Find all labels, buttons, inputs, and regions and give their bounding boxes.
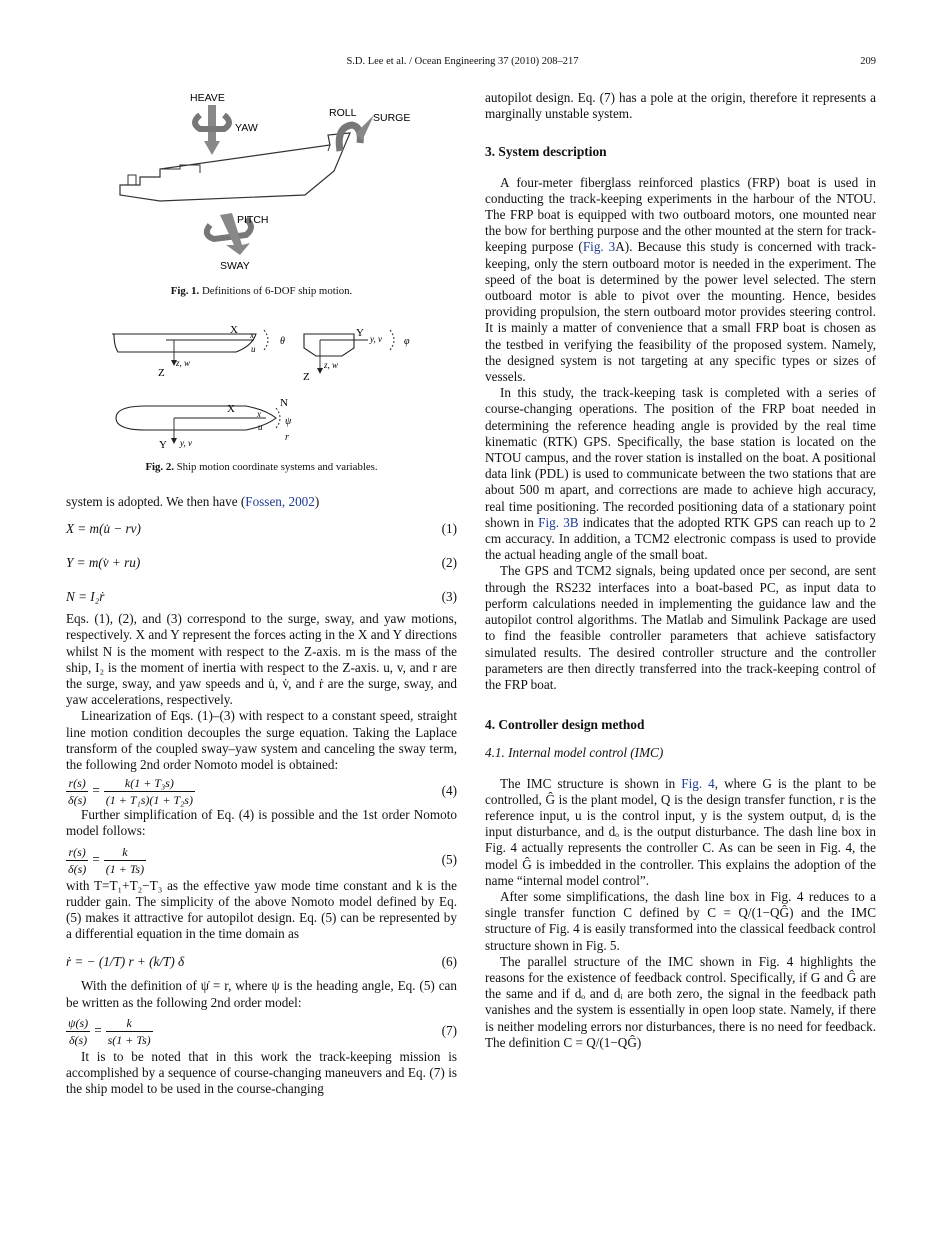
label-r-top: r (285, 432, 289, 443)
paragraph-simplifications: After some simplifications, the dash line box in Fig. 4 reduces to a single transfer function C defined by C = Q/(1−QĜ) and the IMC structure of Fig. 4 is easily transformed into the classical feedback control structure shown in Fig. 5. (485, 888, 876, 953)
equation-2: Y = m(v̇ + ru) (2) (66, 555, 457, 571)
label-yaw: YAW (235, 122, 258, 134)
label-zw-side: z, w (176, 358, 191, 368)
paragraph-track-keeping: It is to be noted that in this work the track-keeping mission is accomplished by a sequence of course-changing maneuvers and Eq. (7) is the ship model to be used in the course-changing (66, 1048, 457, 1097)
page-number: 209 (860, 56, 876, 67)
label-sway: SWAY (220, 260, 250, 272)
link-fossen-2002[interactable]: Fossen, 2002 (245, 494, 315, 509)
paragraph-heading: With the definition of ψ̇ = r, where ψ is the heading angle, Eq. (5) can be written as the following 2nd order model: (66, 978, 457, 1010)
paragraph-imc-structure: The IMC structure is shown in Fig. 4, where G is the plant to be controlled, Ĝ is the plant model, Q is the design transfer function, r is the reference input, u is the control input, y is the system output, dᵢ is the input disturbance, and dₒ is the output disturbance. The dash line box in Fig. 4 actually represents the controller C. As can be seen in Fig. 4, the model Ĝ is imbedded in the controller. This explains the adoption of the name “internal model control”. (485, 775, 876, 888)
label-pitch: PITCH (237, 214, 269, 226)
label-Y-top: Y (159, 439, 167, 451)
journal-citation: S.D. Lee et al. / Ocean Engineering 37 (2010) 208–217 (346, 56, 579, 67)
link-fig-3b[interactable]: Fig. 3B (538, 514, 579, 530)
label-yv-top: y, v (180, 438, 192, 448)
equation-5: $\frac{r(s)}{\delta(s)}$ = $\frac{k}{(1 + Ts)}$ (5) (68, 844, 457, 876)
paragraph-linearization: Linearization of Eqs. (1)–(3) with respect to a constant speed, straight line motion condition decouples the surge equation. Taking the Laplace transform of the coupled sway–yaw system and canceling the sway term, the following 2nd order Nomoto model is obtained: (66, 708, 457, 773)
paragraph-rtk-gps: In this study, the track-keeping task is completed with a series of course-changing operations. The position of the FRP boat needed in determining the reference heading angle is provided by the real time kinematic (RTK) GPS. Specifically, the base station is located on the NTOU campus, and the rover station is installed on the boat. A positional data link (PDL) is used to communicate between the two stations that are about 500 m apart, and corrections are made to achieve high accuracy, real time positioning. The recorded positioning data of a stationary point shown in Fig. 3B indicates that the adopted RTK GPS can reach up to 2 cm accuracy. In addition, a TCM2 electronic compass is used to provide the actual heading angle of the small boat. (485, 385, 876, 563)
paragraph-pole-origin: autopilot design. Eq. (7) has a pole at the origin, therefore it represents a marginally unstable system. (485, 90, 876, 122)
label-u-top: u (258, 422, 263, 432)
label-N-top: N (280, 397, 288, 409)
figure-2-caption (66, 461, 457, 473)
label-u-side: u (251, 344, 256, 354)
equation-6: ṙ = − (1/T) r + (k/T) δ (6) (66, 954, 457, 970)
figure-2-label: Fig. 2. (145, 461, 174, 473)
link-fig-4[interactable]: Fig. 4 (681, 775, 715, 791)
subsection-4-1-heading: 4.1. Internal model control (IMC) (485, 745, 664, 761)
figure-1-text: Definitions of 6-DOF ship motion. (201, 285, 353, 297)
label-surge: SURGE (373, 112, 411, 124)
figure-1-caption (66, 285, 457, 297)
paragraph-eqs-1-3: Eqs. (1), (2), and (3) correspond to the surge, sway, and yaw motions, respectively. X and Y represent the forces acting in the X and Y directions whilst N is the moment with respect to the Z-axis. m is the mass of the ship, I₂ is the moment of inertia with respect to the Z-axis. u, v, and r are the surge, sway, and yaw speeds and u̇, v̇, and ṙ are the surge, sway, and yaw accelerations, respectively. (66, 611, 457, 708)
link-fig-3[interactable]: Fig. 3 (582, 239, 616, 255)
label-X-side: X (230, 324, 238, 336)
section-3-heading: 3. System description (485, 144, 607, 160)
paragraph-parallel-structure: The parallel structure of the IMC shown in Fig. 4 highlights the reasons for the existence of feedback control. Specifically, if G and Ĝ are the same and if dₒ and dᵢ are both zero, the signal in the feedback path vanishes and the system is essentially in open loop state. Namely, if there is neither modeling errors nor disturbances, there is no need for feedback. The definition C = Q/(1−QĜ) (485, 953, 876, 1050)
label-phi: φ (404, 336, 410, 347)
paragraph-effective-yaw: with T=T₁+T₂−T₃ as the effective yaw mode time constant and k is the rudder gain. The simplicity of the above Nomoto model defined by Eq. (5) makes it attractive for autopilot design. Eq. (5) can be represented by a differential equation in the time domain as (66, 877, 457, 942)
paragraph-simplification: Further simplification of Eq. (4) is possible and the 1st order Nomoto model follows: (66, 807, 457, 839)
equation-3: N = I₂ṙ (3) (66, 589, 457, 605)
label-x-side: x (250, 330, 254, 340)
label-roll: ROLL (329, 107, 357, 119)
label-zw-front: z, w (324, 360, 339, 370)
equation-1: X = m(u̇ − rv) (1) (66, 521, 457, 537)
label-yv-front: y, v (370, 334, 382, 344)
figure-2-text: Ship motion coordinate systems and variables. (176, 461, 378, 473)
label-X-top: X (227, 403, 235, 415)
label-psi: ψ (285, 416, 292, 427)
paragraph-fossen: system is adopted. We then have (Fossen, 2002) (66, 494, 320, 509)
paragraph-signals: The GPS and TCM2 signals, being updated once per second, are sent through the RS232 interfaces into a boat-based PC, as input data to perform calculations needed in implementing the guidance law and the autopilot control algorithms. The Matlab and Simulink Package are used to find the feasible controller parameters that achieve satisfactory simulated results. The desired controller structure and the controller parameters are then directly transferred into the track-keeping control of the FRP boat. (485, 563, 876, 692)
right-column (485, 90, 876, 1051)
label-Y-front: Y (356, 327, 364, 339)
figure-2-coordinate-systems (106, 318, 426, 458)
figure-1-label: Fig. 1. (170, 285, 200, 297)
equation-4: $\frac{r(s)}{\delta(s)}$ = $\frac{\text{k(1 + T₃s)}}{\text{(1 + T₁s)(1 + T₂s)}}$ (4) (68, 776, 457, 808)
label-Z-front: Z (303, 371, 310, 383)
label-x-top: x (257, 409, 261, 419)
label-heave: HEAVE (190, 92, 225, 104)
label-Z-side: Z (158, 367, 165, 379)
paragraph-frp-boat: A four-meter fiberglass reinforced plastics (FRP) boat is used in conducting the track-keeping experiments in the harbour of the NTOU. The FRP boat is equipped with two outboard motors, one mounted near the bow for berthing purpose and the other mounted at the stern for track-keeping purpose (Fig. 3A). Because this study is concerned with track-keeping, only the stern outboard motor is needed in the experiment. The speed of the boat is determined by the power level selected. The stern outboard motor is able to pivot over the mounting. Hence, besides providing propulsion, the stern outboard motor provides steering control. It is mainly a matter of convenience that a small FRP boat is chosen as the testbed in verifying the feasibility of the proposed system. Namely, the designed system is not targeting at any specific types or sizes of vessels. (485, 174, 876, 385)
section-4-heading: 4. Controller design method (485, 717, 645, 733)
equation-7: $\frac{\psi(s)}{\delta(s)}$ = $\frac{k}{s(1 + Ts)}$ (7) (68, 1015, 457, 1048)
left-column (66, 494, 457, 1097)
label-theta: θ (280, 336, 285, 347)
figure-1-ship-6dof (100, 85, 430, 275)
